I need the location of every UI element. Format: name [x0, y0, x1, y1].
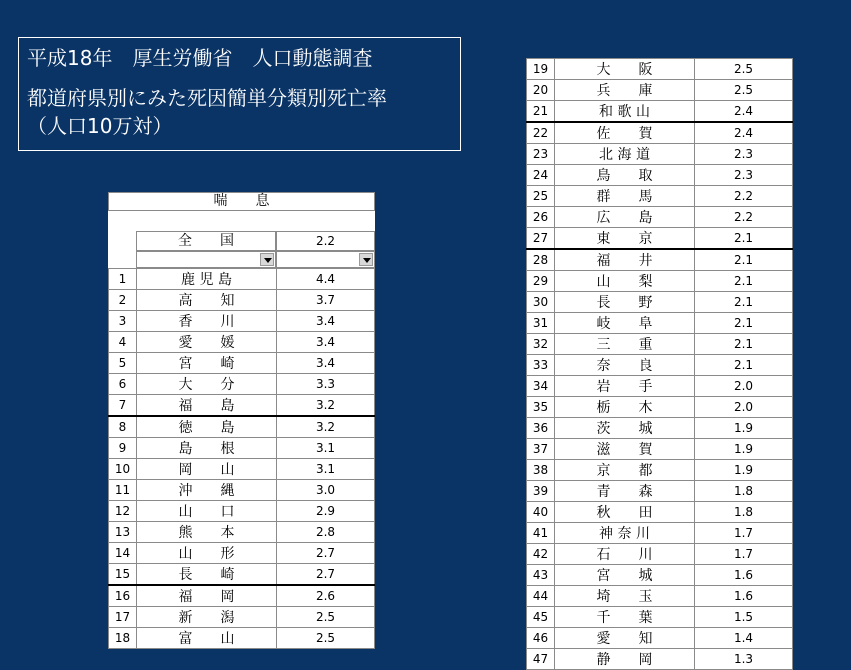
rank-cell: 39	[527, 481, 555, 502]
prefecture-cell: 高 知	[137, 290, 277, 311]
rank-cell: 13	[109, 522, 137, 543]
table-row	[109, 311, 375, 332]
table-row	[109, 459, 375, 480]
prefecture-cell: 山 口	[137, 501, 277, 522]
prefecture-cell: 三 重	[555, 334, 695, 355]
table-row	[109, 395, 375, 417]
prefecture-cell: 福 岡	[137, 585, 277, 607]
table-row	[109, 501, 375, 522]
table-row	[527, 101, 793, 123]
rate-cell: 3.4	[277, 353, 375, 374]
table-row	[527, 397, 793, 418]
rank-cell: 41	[527, 523, 555, 544]
table-row	[109, 480, 375, 501]
rate-cell: 3.4	[277, 332, 375, 353]
rate-cell: 1.4	[695, 628, 793, 649]
rank-cell: 18	[109, 628, 137, 649]
prefecture-cell: 佐 賀	[555, 122, 695, 144]
rate-cell: 1.6	[695, 565, 793, 586]
prefecture-cell: 沖 縄	[137, 480, 277, 501]
prefecture-cell: 兵 庫	[555, 80, 695, 101]
rank-cell: 37	[527, 439, 555, 460]
rank-cell: 43	[527, 565, 555, 586]
prefecture-cell: 滋 賀	[555, 439, 695, 460]
rate-cell: 2.3	[695, 165, 793, 186]
rate-cell: 2.7	[277, 564, 375, 586]
rank-cell: 11	[109, 480, 137, 501]
prefecture-cell: 山 梨	[555, 271, 695, 292]
table-row	[109, 290, 375, 311]
table-row	[527, 59, 793, 80]
prefecture-cell: 北 海 道	[555, 144, 695, 165]
prefecture-cell: 栃 木	[555, 397, 695, 418]
table-row	[527, 439, 793, 460]
rate-cell: 2.1	[695, 228, 793, 250]
table-row	[109, 269, 375, 290]
rank-cell: 28	[527, 249, 555, 271]
rate-cell: 2.1	[695, 355, 793, 376]
rank-cell: 44	[527, 586, 555, 607]
prefecture-cell: 神 奈 川	[555, 523, 695, 544]
national-label: 全 国	[136, 231, 276, 251]
table-row	[527, 649, 793, 670]
rate-cell: 2.2	[695, 207, 793, 228]
rate-cell: 2.0	[695, 397, 793, 418]
ranking-table-right	[526, 58, 793, 670]
table-row	[527, 628, 793, 649]
rate-cell: 1.8	[695, 481, 793, 502]
table-row	[109, 522, 375, 543]
filter-dropdown-arrow-icon[interactable]	[359, 253, 373, 266]
prefecture-cell: 埼 玉	[555, 586, 695, 607]
rate-cell: 2.1	[695, 292, 793, 313]
rate-cell: 2.9	[277, 501, 375, 522]
prefecture-cell: 宮 崎	[137, 353, 277, 374]
prefecture-cell: 愛 媛	[137, 332, 277, 353]
header-spacer	[108, 211, 375, 231]
prefecture-cell: 香 川	[137, 311, 277, 332]
prefecture-cell: 山 形	[137, 543, 277, 564]
rank-cell: 19	[527, 59, 555, 80]
table-row	[109, 416, 375, 438]
prefecture-cell: 和 歌 山	[555, 101, 695, 123]
rank-cell: 25	[527, 186, 555, 207]
rank-cell: 24	[527, 165, 555, 186]
table-row	[527, 313, 793, 334]
rank-cell: 9	[109, 438, 137, 459]
rank-cell: 33	[527, 355, 555, 376]
rate-cell: 2.8	[277, 522, 375, 543]
value-filter-cell	[276, 251, 375, 268]
table-row	[527, 586, 793, 607]
rate-cell: 3.1	[277, 438, 375, 459]
title-survey: 平成18年 厚生労働省 人口動態調査	[27, 46, 373, 70]
table-row	[527, 607, 793, 628]
rate-cell: 2.1	[695, 249, 793, 271]
rate-cell: 2.5	[695, 80, 793, 101]
title-subject: 都道府県別にみた死因簡単分類別死亡率	[27, 86, 387, 110]
prefecture-cell: 大 阪	[555, 59, 695, 80]
table-row	[527, 334, 793, 355]
table-row	[109, 438, 375, 459]
table-row	[109, 374, 375, 395]
table-row	[527, 144, 793, 165]
rank-cell: 42	[527, 544, 555, 565]
table-row	[527, 502, 793, 523]
prefecture-cell: 石 川	[555, 544, 695, 565]
table-row	[527, 122, 793, 144]
table-row	[527, 80, 793, 101]
table-row	[109, 628, 375, 649]
prefecture-cell: 茨 城	[555, 418, 695, 439]
table-row	[527, 186, 793, 207]
prefecture-cell: 富 山	[137, 628, 277, 649]
prefecture-cell: 秋 田	[555, 502, 695, 523]
rank-cell: 34	[527, 376, 555, 397]
rate-cell: 1.3	[695, 649, 793, 670]
table-row	[527, 292, 793, 313]
rank-cell: 35	[527, 397, 555, 418]
prefecture-cell: 福 井	[555, 249, 695, 271]
rate-cell: 2.1	[695, 334, 793, 355]
rank-cell: 45	[527, 607, 555, 628]
prefecture-cell: 宮 城	[555, 565, 695, 586]
table-row	[109, 543, 375, 564]
rank-cell: 21	[527, 101, 555, 123]
rate-cell: 2.1	[695, 271, 793, 292]
prefecture-cell: 京 都	[555, 460, 695, 481]
table-row	[527, 207, 793, 228]
rank-cell: 6	[109, 374, 137, 395]
rank-cell: 29	[527, 271, 555, 292]
rank-cell: 10	[109, 459, 137, 480]
prefecture-cell: 島 根	[137, 438, 277, 459]
rate-cell: 3.2	[277, 395, 375, 417]
table-row	[527, 249, 793, 271]
table-row	[109, 353, 375, 374]
rank-cell: 2	[109, 290, 137, 311]
rate-cell: 3.3	[277, 374, 375, 395]
national-row	[108, 231, 375, 251]
table-header	[108, 192, 375, 268]
rate-cell: 1.9	[695, 439, 793, 460]
table-row	[527, 544, 793, 565]
rank-cell: 16	[109, 585, 137, 607]
rank-cell: 31	[527, 313, 555, 334]
national-value: 2.2	[276, 231, 375, 251]
prefecture-cell: 鹿 児 島	[137, 269, 277, 290]
rank-cell: 23	[527, 144, 555, 165]
rank-cell: 17	[109, 607, 137, 628]
rank-cell: 22	[527, 122, 555, 144]
rank-cell: 46	[527, 628, 555, 649]
rate-cell: 2.5	[277, 607, 375, 628]
rate-cell: 1.8	[695, 502, 793, 523]
rate-cell: 2.4	[695, 122, 793, 144]
rate-cell: 1.5	[695, 607, 793, 628]
rank-cell: 30	[527, 292, 555, 313]
table-row	[527, 376, 793, 397]
rank-cell: 4	[109, 332, 137, 353]
prefecture-cell: 群 馬	[555, 186, 695, 207]
prefecture-cell: 鳥 取	[555, 165, 695, 186]
prefecture-cell: 広 島	[555, 207, 695, 228]
table-row	[527, 523, 793, 544]
rate-cell: 2.2	[695, 186, 793, 207]
rate-cell: 2.0	[695, 376, 793, 397]
rank-cell: 26	[527, 207, 555, 228]
rate-cell: 2.1	[695, 313, 793, 334]
rate-cell: 1.9	[695, 460, 793, 481]
rate-cell: 3.7	[277, 290, 375, 311]
prefecture-cell: 福 島	[137, 395, 277, 417]
rate-cell: 2.4	[695, 101, 793, 123]
rate-cell: 2.5	[695, 59, 793, 80]
prefecture-cell: 青 森	[555, 481, 695, 502]
prefecture-cell: 東 京	[555, 228, 695, 250]
rank-cell: 27	[527, 228, 555, 250]
title-box	[18, 37, 461, 151]
table-row	[527, 418, 793, 439]
cause-heading: 喘 息	[108, 192, 375, 211]
ranking-table-left	[108, 268, 375, 649]
table-row	[527, 355, 793, 376]
prefecture-cell: 長 野	[555, 292, 695, 313]
prefecture-cell: 新 潟	[137, 607, 277, 628]
prefecture-cell: 徳 島	[137, 416, 277, 438]
rank-cell: 32	[527, 334, 555, 355]
table-row	[109, 607, 375, 628]
table-row	[527, 165, 793, 186]
prefecture-cell: 千 葉	[555, 607, 695, 628]
table-row	[527, 565, 793, 586]
rate-cell: 3.4	[277, 311, 375, 332]
rate-cell: 3.0	[277, 480, 375, 501]
prefecture-cell: 岐 阜	[555, 313, 695, 334]
rate-cell: 1.7	[695, 523, 793, 544]
table-row	[109, 564, 375, 586]
rate-cell: 3.1	[277, 459, 375, 480]
rate-cell: 2.6	[277, 585, 375, 607]
filter-row	[108, 251, 375, 268]
rank-cell: 38	[527, 460, 555, 481]
prefecture-cell: 熊 本	[137, 522, 277, 543]
prefecture-cell: 岡 山	[137, 459, 277, 480]
prefecture-cell: 大 分	[137, 374, 277, 395]
rate-cell: 1.6	[695, 586, 793, 607]
pref-filter-cell	[136, 251, 276, 268]
rate-cell: 3.2	[277, 416, 375, 438]
rate-cell: 1.9	[695, 418, 793, 439]
rank-cell: 20	[527, 80, 555, 101]
rank-cell: 3	[109, 311, 137, 332]
rank-cell: 15	[109, 564, 137, 586]
rank-cell: 47	[527, 649, 555, 670]
table-row	[527, 481, 793, 502]
prefecture-cell: 愛 知	[555, 628, 695, 649]
rank-cell: 14	[109, 543, 137, 564]
filter-dropdown-arrow-icon[interactable]	[260, 253, 274, 266]
rank-cell: 12	[109, 501, 137, 522]
rate-cell: 2.7	[277, 543, 375, 564]
prefecture-cell: 奈 良	[555, 355, 695, 376]
rank-cell: 36	[527, 418, 555, 439]
rank-cell: 1	[109, 269, 137, 290]
prefecture-cell: 長 崎	[137, 564, 277, 586]
table-row	[527, 228, 793, 250]
prefecture-cell: 岩 手	[555, 376, 695, 397]
table-row	[527, 271, 793, 292]
rank-cell: 8	[109, 416, 137, 438]
rank-cell: 7	[109, 395, 137, 417]
rate-cell: 1.7	[695, 544, 793, 565]
table-row	[527, 460, 793, 481]
rank-cell: 5	[109, 353, 137, 374]
title-unit: （人口10万対）	[27, 114, 173, 138]
rate-cell: 2.3	[695, 144, 793, 165]
prefecture-cell: 静 岡	[555, 649, 695, 670]
rate-cell: 4.4	[277, 269, 375, 290]
table-row	[109, 332, 375, 353]
rank-cell: 40	[527, 502, 555, 523]
table-row	[109, 585, 375, 607]
rate-cell: 2.5	[277, 628, 375, 649]
